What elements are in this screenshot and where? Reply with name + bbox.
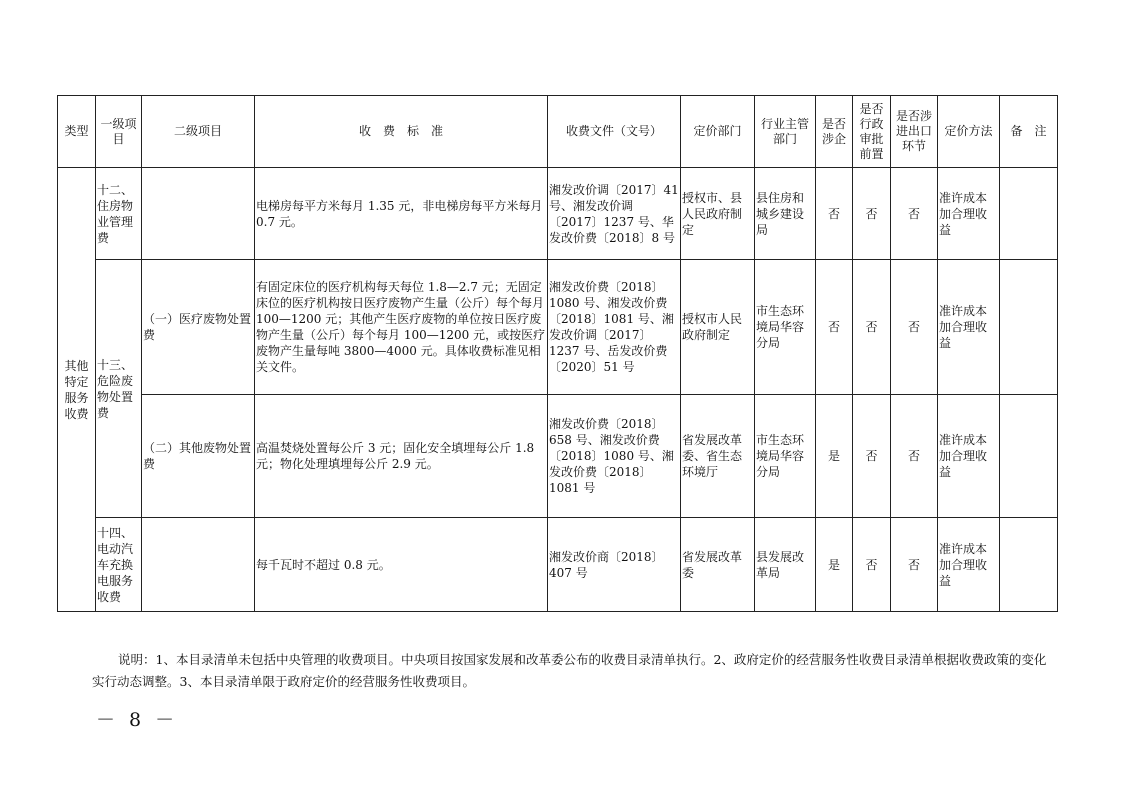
port-cell: 否: [891, 518, 938, 612]
dept-cell: 省发展改革委: [681, 518, 755, 612]
header-prereq: 是否行政审批前置: [853, 96, 891, 168]
table-row: [58, 168, 1058, 260]
remark-cell: [1000, 168, 1058, 260]
document-cell: 湘发改价费〔2018〕658 号、湘发改价费〔2018〕1080 号、湘发改价费〔2018〕1081 号: [548, 395, 681, 518]
level2-cell: （一）医疗废物处置费: [142, 260, 255, 395]
dept-cell: 省发展改革委、省生态环境厅: [681, 395, 755, 518]
standard-cell: 电梯房每平方米每月 1.35 元，非电梯房每平方米每月 0.7 元。: [255, 168, 548, 260]
authority-cell: 县住房和城乡建设局: [755, 168, 816, 260]
prereq-cell: 否: [853, 168, 891, 260]
standard-cell: 高温焚烧处置每公斤 3 元；固化安全填埋每公斤 1.8 元；物化处理填埋每公斤 2.9 元。: [255, 395, 548, 518]
prereq-cell: 否: [853, 395, 891, 518]
method-cell: 准许成本加合理收益: [938, 260, 1000, 395]
header-type: 类型: [58, 96, 96, 168]
enterprise-cell: 否: [816, 168, 853, 260]
method-cell: 准许成本加合理收益: [938, 395, 1000, 518]
level2-cell: （二）其他废物处置费: [142, 395, 255, 518]
level1-cell: 十三、危险废物处置费: [96, 260, 142, 518]
document-cell: 湘发改价商〔2018〕407 号: [548, 518, 681, 612]
header-row: [58, 96, 1058, 168]
authority-cell: 市生态环境局华容分局: [755, 260, 816, 395]
dept-cell: 授权市人民政府制定: [681, 260, 755, 395]
method-cell: 准许成本加合理收益: [938, 518, 1000, 612]
header-document: 收费文件（文号）: [548, 96, 681, 168]
level1-cell: 十四、电动汽车充换电服务收费: [96, 518, 142, 612]
level2-cell: [142, 518, 255, 612]
page-number: － 8 －: [96, 709, 179, 731]
dept-cell: 授权市、县人民政府制定: [681, 168, 755, 260]
category-cell: 其他特定服务收费: [58, 168, 96, 612]
header-remark: 备 注: [1000, 96, 1058, 168]
document-cell: 湘发改价费〔2018〕1080 号、湘发改价费〔2018〕1081 号、湘发改价调〔2017〕1237 号、岳发改价费〔2020〕51 号: [548, 260, 681, 395]
standard-cell: 有固定床位的医疗机构每天每位 1.8—2.7 元；无固定床位的医疗机构按日医疗废物产生量（公斤）每个每月 100—1200 元；其他产生医疗废物的单位按日医疗废物产生量（公斤）每个每月 100—1200 元，或按医疗废物产生量每吨 3800—4000 元。具体收费标准见相关文件。: [255, 260, 548, 395]
remark-cell: [1000, 395, 1058, 518]
port-cell: 否: [891, 168, 938, 260]
header-enterprise: 是否涉企: [816, 96, 853, 168]
fee-catalog-table: [57, 95, 1058, 612]
header-dept: 定价部门: [681, 96, 755, 168]
standard-cell: 每千瓦时不超过 0.8 元。: [255, 518, 548, 612]
prereq-cell: 否: [853, 518, 891, 612]
level1-cell: 十二、住房物业管理费: [96, 168, 142, 260]
header-level2: 二级项目: [142, 96, 255, 168]
explanatory-note: 说明：1、本目录清单未包括中央管理的收费项目。中央项目按国家发展和改革委公布的收费目录清单执行。2、政府定价的经营服务性收费目录清单根据收费政策的变化实行动态调整。3、本目录清单限于政府定价的经营服务性收费项目。: [92, 651, 1047, 689]
table-row: [58, 518, 1058, 612]
table-row: [58, 395, 1058, 518]
table-row: [58, 260, 1058, 395]
header-method: 定价方法: [938, 96, 1000, 168]
remark-cell: [1000, 260, 1058, 395]
method-cell: 准许成本加合理收益: [938, 168, 1000, 260]
port-cell: 否: [891, 395, 938, 518]
prereq-cell: 否: [853, 260, 891, 395]
enterprise-cell: 是: [816, 395, 853, 518]
enterprise-cell: 是: [816, 518, 853, 612]
header-port: 是否涉进出口环节: [891, 96, 938, 168]
remark-cell: [1000, 518, 1058, 612]
document-cell: 湘发改价调〔2017〕41号、湘发改价调〔2017〕1237 号、华发改价费〔2018〕8 号: [548, 168, 681, 260]
authority-cell: 县发展改革局: [755, 518, 816, 612]
header-level1: 一级项目: [96, 96, 142, 168]
port-cell: 否: [891, 260, 938, 395]
level2-cell: [142, 168, 255, 260]
enterprise-cell: 否: [816, 260, 853, 395]
header-standard: 收 费 标 准: [255, 96, 548, 168]
authority-cell: 市生态环境局华容分局: [755, 395, 816, 518]
header-authority: 行业主管部门: [755, 96, 816, 168]
